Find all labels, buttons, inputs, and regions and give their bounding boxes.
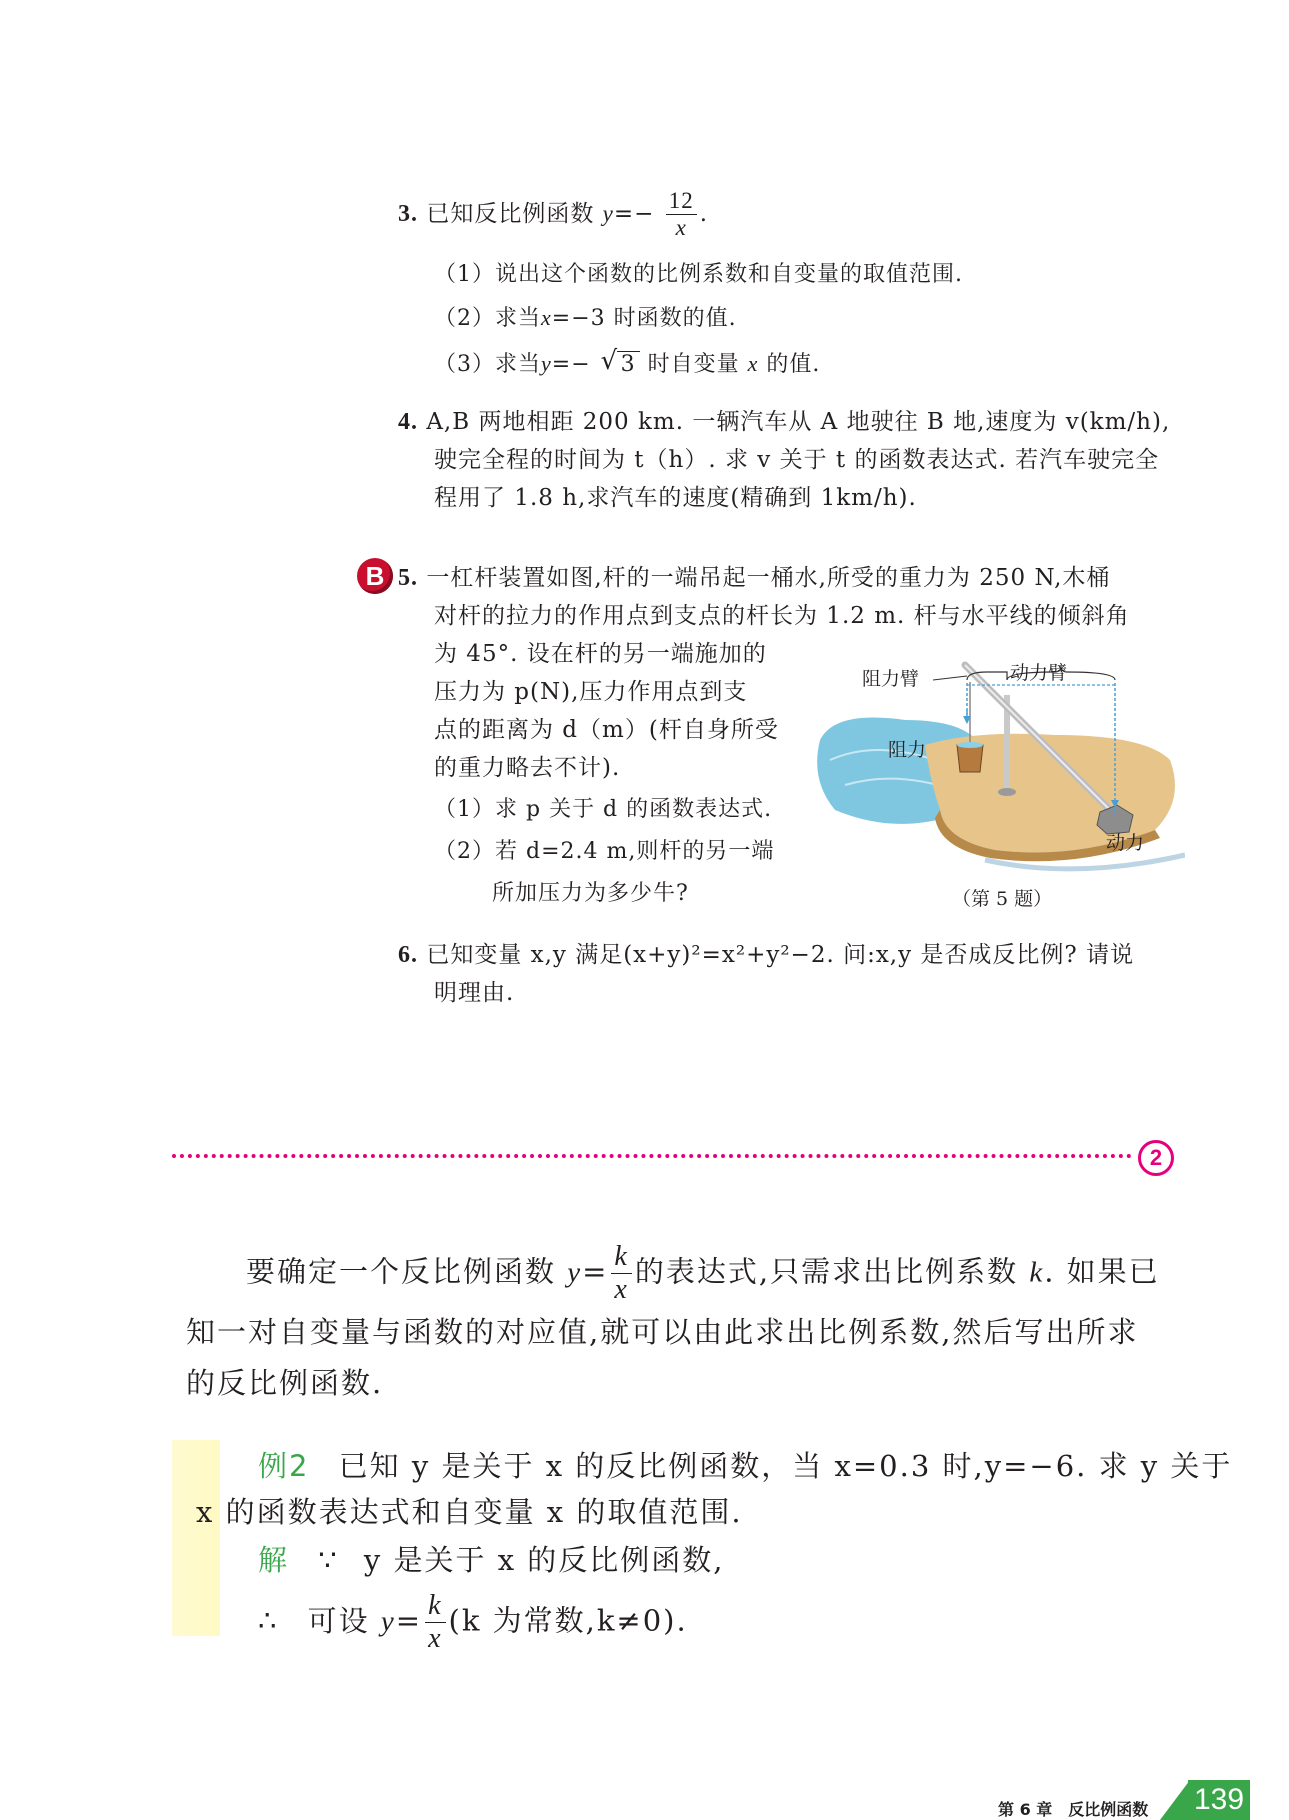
fraction-denominator: x [428,1623,443,1655]
therefore-symbol: ∴ [258,1603,279,1638]
q3-pre: （3）求当 [434,352,541,377]
ex3-q2 [434,300,737,337]
fraction-denominator: x [614,1274,629,1306]
ex4-line3: 程用了 1.8 h,求汽车的速度(精确到 1km/h). [434,485,917,511]
exercise-number: 5. [398,565,418,591]
q3-mid: =− [551,352,591,377]
var-y: y [380,1605,396,1638]
ex5-q2: （2）若 d=2.4 m,则杆的另一端 [434,839,775,864]
bucket [957,745,983,772]
exercise-number: 4. [398,409,418,435]
ex5-line6: 的重力略去不计). [434,755,621,781]
label-resist: 阻力 [888,739,927,761]
fraction-numerator: 12 [666,188,697,215]
q2-pre: （2）求当 [434,306,541,331]
fraction [611,1241,631,1306]
exercise-number: 6. [398,942,418,968]
para-line3: 的反比例函数. [186,1366,384,1400]
footer-chapter: 第 6 章 反比例函数 [998,1800,1149,1819]
para-line2: 知一对自变量与函数的对应值,就可以由此求出比例系数,然后写出所求 [186,1315,1139,1349]
var-y: y [567,1256,583,1289]
fraction-denominator: x [675,215,687,241]
exercise-4 [398,404,1170,440]
para-line1 [246,1241,1160,1306]
ex6-line2: 明理由. [434,980,515,1006]
tab-corner-shape [1160,1780,1190,1820]
q2-post: =−3 时函数的值. [551,306,737,331]
label-power: 动力 [1106,832,1145,854]
ex5-line5: 点的距离为 d（m）(杆自身所受 [434,717,779,743]
para-text: 的表达式,只需求出比例系数 [634,1254,1019,1289]
bucket-water [957,742,983,748]
example-text: 已知 y 是关于 x 的反比例函数，当 x=0.3 时,y=−6. 求 y 关于 [338,1449,1233,1483]
var-y: y [602,200,614,226]
section-divider [172,1154,1132,1158]
example-side-strip [172,1440,220,1636]
q3-end: 的值. [766,352,821,377]
footer-tab-corner [1160,1780,1190,1820]
fraction-numerator: k [425,1590,445,1623]
radical-sign: √ [600,346,619,376]
stem-end: . [699,200,709,227]
stem-text: 已知反比例函数 [426,200,595,227]
ex4-line1: A,B 两地相距 200 km. 一辆汽车从 A 地驶往 B 地,速度为 v(km/h), [426,409,1171,435]
solution-text: (k 为常数,k≠0). [448,1603,688,1638]
para-text: . 如果已 [1044,1254,1160,1289]
equals: = [395,1603,423,1638]
fraction [425,1590,445,1655]
solution-text: y 是关于 x 的反比例函数, [363,1543,725,1577]
solution-label: 解 [258,1543,290,1577]
ex5-q2b: 所加压力为多少牛? [492,881,689,906]
equals: = [582,1254,609,1289]
level-b-badge: B [357,558,393,594]
example-line2: x 的函数表达式和自变量 x 的取值范围. [196,1495,743,1529]
example-line1 [258,1440,1232,1492]
example-label: 例2 [258,1449,310,1483]
q3-post: 时自变量 [647,352,740,377]
post-base [998,788,1016,796]
var-y: y [541,351,552,376]
var-x: x [747,351,759,376]
var-k: k [1029,1256,1045,1289]
ex3-q3 [434,346,820,383]
fraction-numerator: k [611,1241,631,1274]
exercise-6 [398,937,1134,973]
fraction [666,188,697,242]
exercise-3 [398,188,708,242]
solution-line2 [258,1590,688,1655]
para-text: 要确定一个反比例函数 [246,1254,557,1289]
resist-arm-pointer [933,676,967,680]
ex5-line4: 压力为 p(N),压力作用点到支 [434,679,748,705]
ex5-line3: 为 45°. 设在杆的另一端施加的 [434,641,767,667]
ex5-q1: （1）求 p 关于 d 的函数表达式. [434,797,773,822]
var-x: x [541,305,552,330]
equals-neg: =− [613,200,655,227]
square-root [601,347,640,383]
label-power-arm: 动力臂 [1010,662,1068,684]
ex5-line1: 一杠杆装置如图,杆的一端吊起一桶水,所受的重力为 250 N,木桶 [426,565,1111,591]
section-marker: 2 [1138,1140,1174,1176]
figure-caption: （第 5 题） [952,888,1053,910]
exercise-5 [398,560,1110,596]
label-resist-arm: 阻力臂 [862,668,920,690]
exercise-number: 3. [398,200,418,227]
ex4-line2: 驶完全程的时间为 t（h）. 求 v 关于 t 的函数表达式. 若汽车驶完全 [434,447,1160,473]
radicand: 3 [617,351,640,377]
page-number: 139 [1188,1780,1250,1820]
solution-text: 可设 [307,1603,370,1638]
because-symbol: ∵ [318,1543,339,1577]
ex3-q1: （1）说出这个函数的比例系数和自变量的取值范围. [434,262,963,287]
ex5-line2: 对杆的拉力的作用点到支点的杆长为 1.2 m. 杆与水平线的倾斜角 [434,603,1130,629]
solution-line1 [258,1534,725,1586]
ex6-line1: 已知变量 x,y 满足(x+y)²=x²+y²−2. 问:x,y 是否成反比例? 请说 [426,942,1135,968]
